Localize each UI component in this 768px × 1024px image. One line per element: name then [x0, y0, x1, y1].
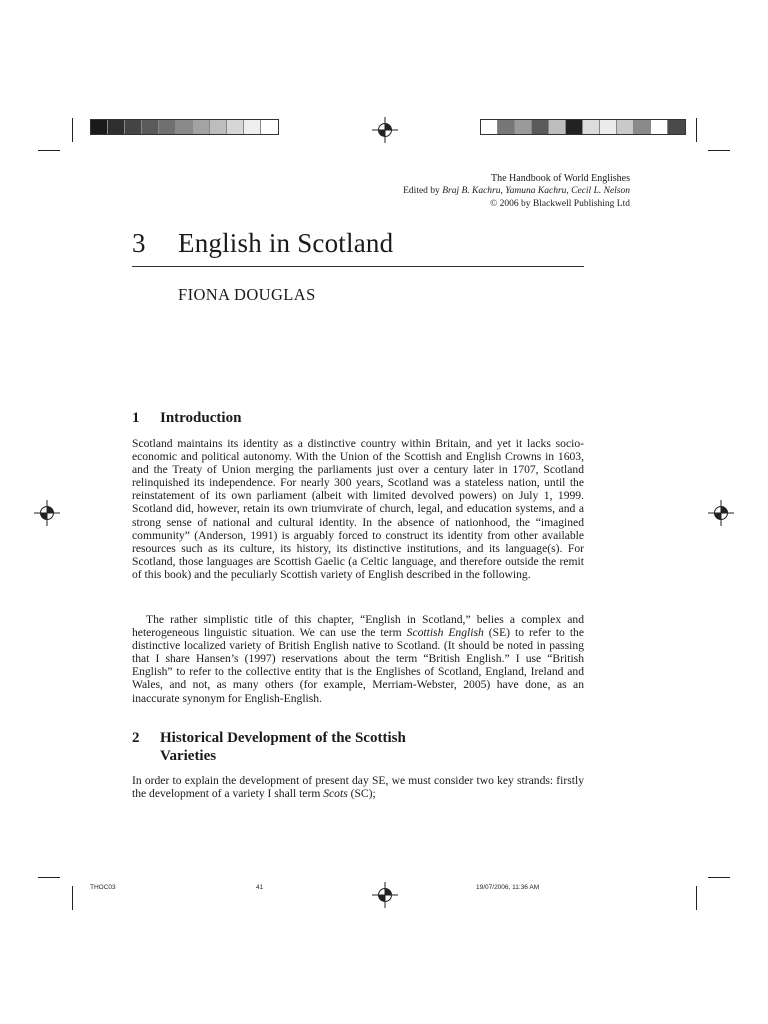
- book-title: The Handbook of World Englishes: [491, 173, 630, 184]
- section-number: 2: [132, 730, 140, 746]
- section-title-cont: Varieties: [160, 748, 217, 764]
- color-swatch: [176, 120, 193, 134]
- color-swatch: [481, 120, 498, 134]
- color-swatch: [600, 120, 617, 134]
- section-title: Introduction: [160, 410, 242, 426]
- footer-page-number: 41: [256, 884, 264, 891]
- color-swatch: [261, 120, 278, 134]
- color-swatch: [193, 120, 210, 134]
- color-bar-right: [480, 119, 686, 135]
- section-heading: [132, 410, 241, 427]
- crop-mark-bottom-right: [696, 886, 697, 910]
- color-swatch: [668, 120, 685, 134]
- crop-mark-bottom-left-h: [38, 877, 60, 878]
- color-swatch: [125, 120, 142, 134]
- color-swatch: [142, 120, 159, 134]
- chapter-title: [132, 228, 393, 259]
- book-header: [403, 172, 630, 211]
- edited-by-label: Edited by: [403, 186, 440, 196]
- color-swatch: [651, 120, 668, 134]
- footer-timestamp: 19/07/2006, 11:36 AM: [476, 884, 540, 891]
- crop-mark-top-right-h: [708, 150, 730, 151]
- color-swatch: [549, 120, 566, 134]
- color-swatch: [227, 120, 244, 134]
- paragraph: In order to explain the development of present day SE, we must consider two key strands: firstly the development of a variety I shall term Scots (SC);: [132, 774, 584, 801]
- registration-target-icon: [370, 115, 400, 145]
- color-swatch: [515, 120, 532, 134]
- section-heading: [132, 729, 406, 765]
- color-swatch: [566, 120, 583, 134]
- color-swatch: [617, 120, 634, 134]
- paragraph: Scotland maintains its identity as a distinctive country within Britain, and yet it lacks socio-economic and political autonomy. With the Union of the Scottish and English Crowns in 1603, and the Treaty of Union merging the parliaments just over a century later in 1707, Scotland relinquished its independence. For nearly 300 years, Scotland was a stateless nation, until the reinstatement of its own parliament (albeit with limited devolved powers) on July 1, 1999. Scotland did, however, retain its own triumvirate of church, legal, and education systems, and a strong sense of national and cultural identity. In the absence of nationhood, the “imagined community” (Anderson, 1991) is arguably forced to construct its identity from other available resources such as its culture, its history, its distinctive institutions, and its language(s). For Scotland, those languages are Scottish Gaelic (a Celtic language, and therefore outside the remit of this book) and the peculiarly Scottish variety of English described in the following.: [132, 437, 584, 581]
- color-bar-left: [90, 119, 279, 135]
- term-scottish-english: Scottish English: [406, 626, 484, 640]
- chapter-title-text: English in Scotland: [178, 228, 394, 258]
- registration-target-icon: [370, 880, 400, 910]
- section-number: 1: [132, 410, 140, 426]
- color-swatch: [108, 120, 125, 134]
- crop-mark-bottom-left: [72, 886, 73, 910]
- section-title: Historical Development of the Scottish: [160, 730, 406, 746]
- crop-mark-top-left: [72, 118, 73, 142]
- registration-target-icon: [706, 498, 736, 528]
- color-swatch: [498, 120, 515, 134]
- color-swatch: [583, 120, 600, 134]
- editors-line: [403, 185, 630, 198]
- term-scots: Scots: [323, 787, 348, 801]
- color-swatch: [532, 120, 549, 134]
- color-swatch: [244, 120, 261, 134]
- footer-file-id: THOC03: [90, 884, 116, 891]
- color-swatch: [210, 120, 227, 134]
- crop-mark-top-left-h: [38, 150, 60, 151]
- color-swatch: [634, 120, 651, 134]
- registration-target-icon: [32, 498, 62, 528]
- chapter-author: FIONA DOUGLAS: [178, 285, 316, 304]
- title-rule: [132, 266, 584, 267]
- color-swatch: [159, 120, 176, 134]
- color-swatch: [91, 120, 108, 134]
- chapter-number: 3: [132, 228, 146, 258]
- paragraph: The rather simplistic title of this chapter, “English in Scotland,” belies a complex and heterogeneous linguistic situation. We can use the term Scottish English (SE) to refer to the distinctive localized variety of British English native to Scotland. (It should be noted in passing that I share Hansen’s (1997) reservations about the term “British English.” I use “British English” to refer to the collective entity that is the Englishes of Scotland, England, Ireland and Wales, and not, as many others (for example, Merriam-Webster, 2005) have done, as an inaccurate synonym for English-English.: [132, 613, 584, 705]
- editor-names: Braj B. Kachru, Yamuna Kachru, Cecil L. Nelson: [442, 186, 630, 196]
- crop-mark-bottom-right-h: [708, 877, 730, 878]
- copyright-line: © 2006 by Blackwell Publishing Ltd: [490, 199, 630, 209]
- crop-mark-top-right: [696, 118, 697, 142]
